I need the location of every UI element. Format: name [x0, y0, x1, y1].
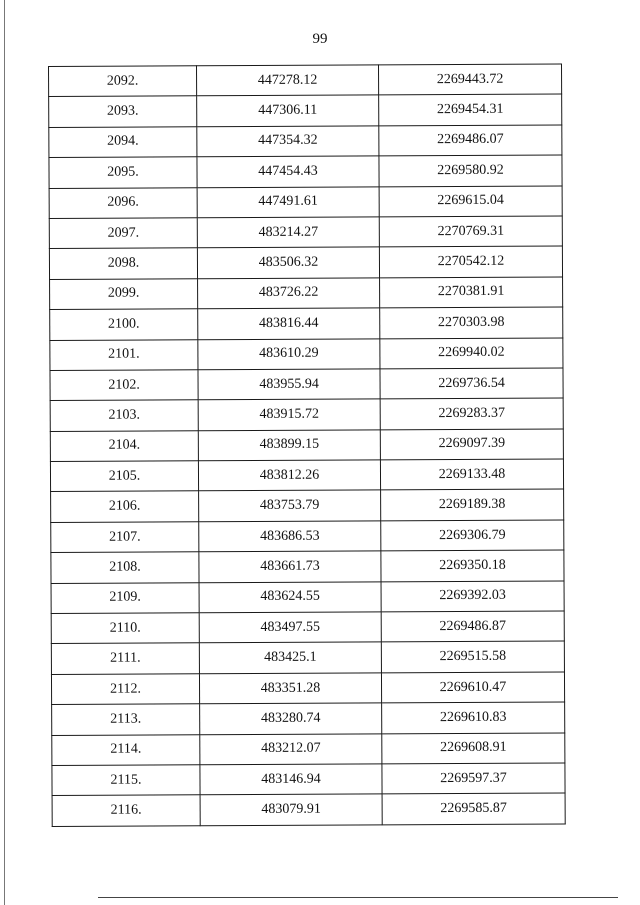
x-coordinate-cell: 483214.27: [197, 217, 379, 248]
y-coordinate-cell: 2269097.39: [380, 429, 563, 460]
y-coordinate-cell: 2270381.91: [380, 277, 563, 308]
y-coordinate-cell: 2269486.87: [381, 611, 564, 642]
x-coordinate-cell: 483726.22: [198, 278, 380, 309]
y-coordinate-cell: 2270303.98: [380, 307, 563, 338]
table-row: [49, 246, 562, 279]
x-coordinate-cell: 483661.73: [199, 551, 381, 582]
table-row: [50, 277, 563, 310]
x-coordinate-cell: 447491.61: [197, 186, 379, 217]
point-number-cell: 2098.: [49, 248, 197, 279]
x-coordinate-cell: 447454.43: [197, 156, 379, 187]
point-number-cell: 2103.: [50, 400, 198, 431]
y-coordinate-cell: 2269615.04: [379, 186, 562, 217]
x-coordinate-cell: 483915.72: [198, 399, 380, 430]
x-coordinate-cell: 483624.55: [199, 582, 381, 613]
point-number-cell: 2107.: [51, 522, 199, 553]
point-number-cell: 2116.: [52, 795, 200, 826]
x-coordinate-cell: 483425.1: [199, 642, 381, 673]
y-coordinate-cell: 2269515.58: [381, 641, 564, 672]
scan-left-edge: [4, 0, 5, 905]
y-coordinate-cell: 2269580.92: [379, 155, 562, 186]
table-row: [50, 398, 563, 431]
table-row: [51, 611, 564, 644]
table-row: [51, 672, 564, 705]
point-number-cell: 2106.: [51, 491, 199, 522]
table-row: [49, 216, 562, 249]
point-number-cell: 2096.: [49, 187, 197, 218]
y-coordinate-cell: 2269486.07: [379, 125, 562, 156]
point-number-cell: 2094.: [49, 127, 197, 158]
table-row: [50, 459, 563, 492]
point-number-cell: 2104.: [50, 430, 198, 461]
coordinate-table: [48, 63, 566, 826]
table-row: [52, 702, 565, 735]
point-number-cell: 2105.: [50, 461, 198, 492]
table-row: [52, 763, 565, 796]
point-number-cell: 2099.: [50, 279, 198, 310]
point-number-cell: 2092.: [49, 66, 197, 97]
x-coordinate-cell: 483497.55: [199, 612, 381, 643]
table-row: [51, 520, 564, 553]
y-coordinate-cell: 2270542.12: [379, 246, 562, 277]
point-number-cell: 2095.: [49, 157, 197, 188]
point-number-cell: 2110.: [51, 613, 199, 644]
table-row: [51, 489, 564, 522]
y-coordinate-cell: 2269443.72: [378, 64, 561, 95]
x-coordinate-cell: 483812.26: [198, 460, 380, 491]
table-row: [49, 94, 562, 127]
y-coordinate-cell: 2269608.91: [382, 733, 565, 764]
x-coordinate-cell: 483506.32: [197, 247, 379, 278]
coordinate-table-container: [48, 64, 562, 827]
table-row: [52, 733, 565, 766]
x-coordinate-cell: 483610.29: [198, 338, 380, 369]
point-number-cell: 2115.: [52, 765, 200, 796]
y-coordinate-cell: 2269133.48: [380, 459, 563, 490]
table-row: [49, 125, 562, 158]
x-coordinate-cell: 447278.12: [197, 65, 379, 96]
point-number-cell: 2101.: [50, 339, 198, 370]
x-coordinate-cell: 483753.79: [199, 490, 381, 521]
y-coordinate-cell: 2269940.02: [380, 338, 563, 369]
point-number-cell: 2102.: [50, 370, 198, 401]
point-number-cell: 2100.: [50, 309, 198, 340]
bottom-rule: [98, 897, 618, 898]
table-row: [51, 581, 564, 614]
x-coordinate-cell: 483079.91: [200, 794, 382, 825]
point-number-cell: 2113.: [52, 704, 200, 735]
x-coordinate-cell: 483351.28: [199, 673, 381, 704]
y-coordinate-cell: 2269610.47: [381, 672, 564, 703]
table-row: [49, 186, 562, 219]
table-row: [51, 550, 564, 583]
point-number-cell: 2111.: [51, 643, 199, 674]
table-row: [50, 307, 563, 340]
page-number: 99: [312, 31, 328, 47]
x-coordinate-cell: 483955.94: [198, 369, 380, 400]
y-coordinate-cell: 2269189.38: [381, 489, 564, 520]
table-row: [52, 793, 565, 826]
table-row: [50, 368, 563, 401]
table-row: [50, 429, 563, 462]
table-row: [49, 155, 562, 188]
point-number-cell: 2097.: [49, 218, 197, 249]
y-coordinate-cell: 2269350.18: [381, 550, 564, 581]
x-coordinate-cell: 447306.11: [197, 95, 379, 126]
x-coordinate-cell: 447354.32: [197, 126, 379, 157]
x-coordinate-cell: 483816.44: [198, 308, 380, 339]
y-coordinate-cell: 2269585.87: [382, 793, 565, 824]
y-coordinate-cell: 2269392.03: [381, 581, 564, 612]
table-row: [51, 641, 564, 674]
y-coordinate-cell: 2269283.37: [380, 398, 563, 429]
point-number-cell: 2112.: [51, 674, 199, 705]
coordinate-table-body: [49, 64, 566, 826]
point-number-cell: 2108.: [51, 552, 199, 583]
x-coordinate-cell: 483280.74: [200, 703, 382, 734]
point-number-cell: 2114.: [52, 734, 200, 765]
x-coordinate-cell: 483899.15: [198, 430, 380, 461]
x-coordinate-cell: 483686.53: [199, 521, 381, 552]
y-coordinate-cell: 2269736.54: [380, 368, 563, 399]
table-row: [49, 64, 562, 97]
table-row: [50, 338, 563, 371]
y-coordinate-cell: 2269306.79: [381, 520, 564, 551]
x-coordinate-cell: 483212.07: [200, 733, 382, 764]
y-coordinate-cell: 2269454.31: [379, 94, 562, 125]
point-number-cell: 2093.: [49, 96, 197, 127]
y-coordinate-cell: 2270769.31: [379, 216, 562, 247]
x-coordinate-cell: 483146.94: [200, 764, 382, 795]
y-coordinate-cell: 2269610.83: [382, 702, 565, 733]
y-coordinate-cell: 2269597.37: [382, 763, 565, 794]
point-number-cell: 2109.: [51, 582, 199, 613]
